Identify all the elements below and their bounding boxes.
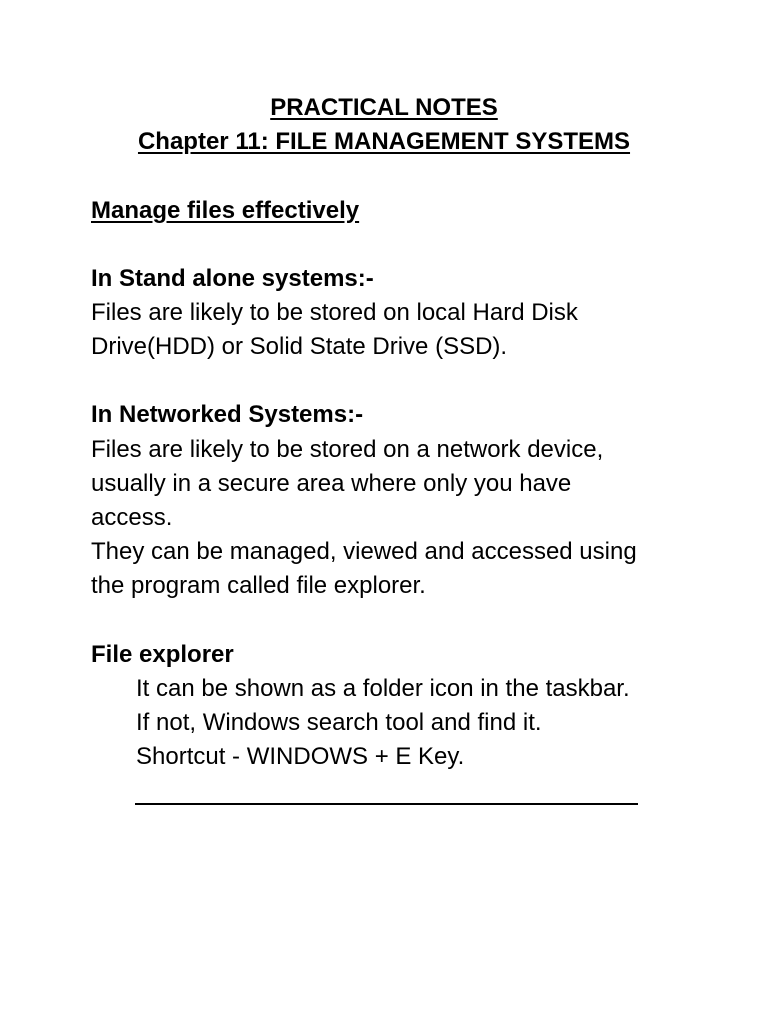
intro-heading: Manage files effectively xyxy=(91,197,360,224)
file-explorer-line-3: Shortcut - WINDOWS + E Key. xyxy=(136,743,465,770)
networked-line-3: access. xyxy=(91,504,173,531)
page-title: PRACTICAL NOTES xyxy=(270,94,498,121)
standalone-heading: In Stand alone systems:- xyxy=(91,265,374,292)
standalone-line-2: Drive(HDD) or Solid State Drive (SSD). xyxy=(91,333,508,360)
networked-line-1: Files are likely to be stored on a network device, xyxy=(91,436,604,463)
file-explorer-line-1: It can be shown as a folder icon in the taskbar. xyxy=(136,675,630,702)
networked-line-2: usually in a secure area where only you have xyxy=(91,470,572,497)
file-explorer-heading: File explorer xyxy=(91,641,234,668)
standalone-line-1: Files are likely to be stored on local Hard Disk xyxy=(91,299,578,326)
networked-heading: In Networked Systems:- xyxy=(91,401,364,428)
horizontal-rule xyxy=(135,803,638,805)
chapter-title: Chapter 11: FILE MANAGEMENT SYSTEMS xyxy=(137,128,631,155)
networked-line-5: the program called file explorer. xyxy=(91,572,426,599)
file-explorer-line-2: If not, Windows search tool and find it. xyxy=(136,709,542,736)
networked-line-4: They can be managed, viewed and accessed using xyxy=(91,538,637,565)
